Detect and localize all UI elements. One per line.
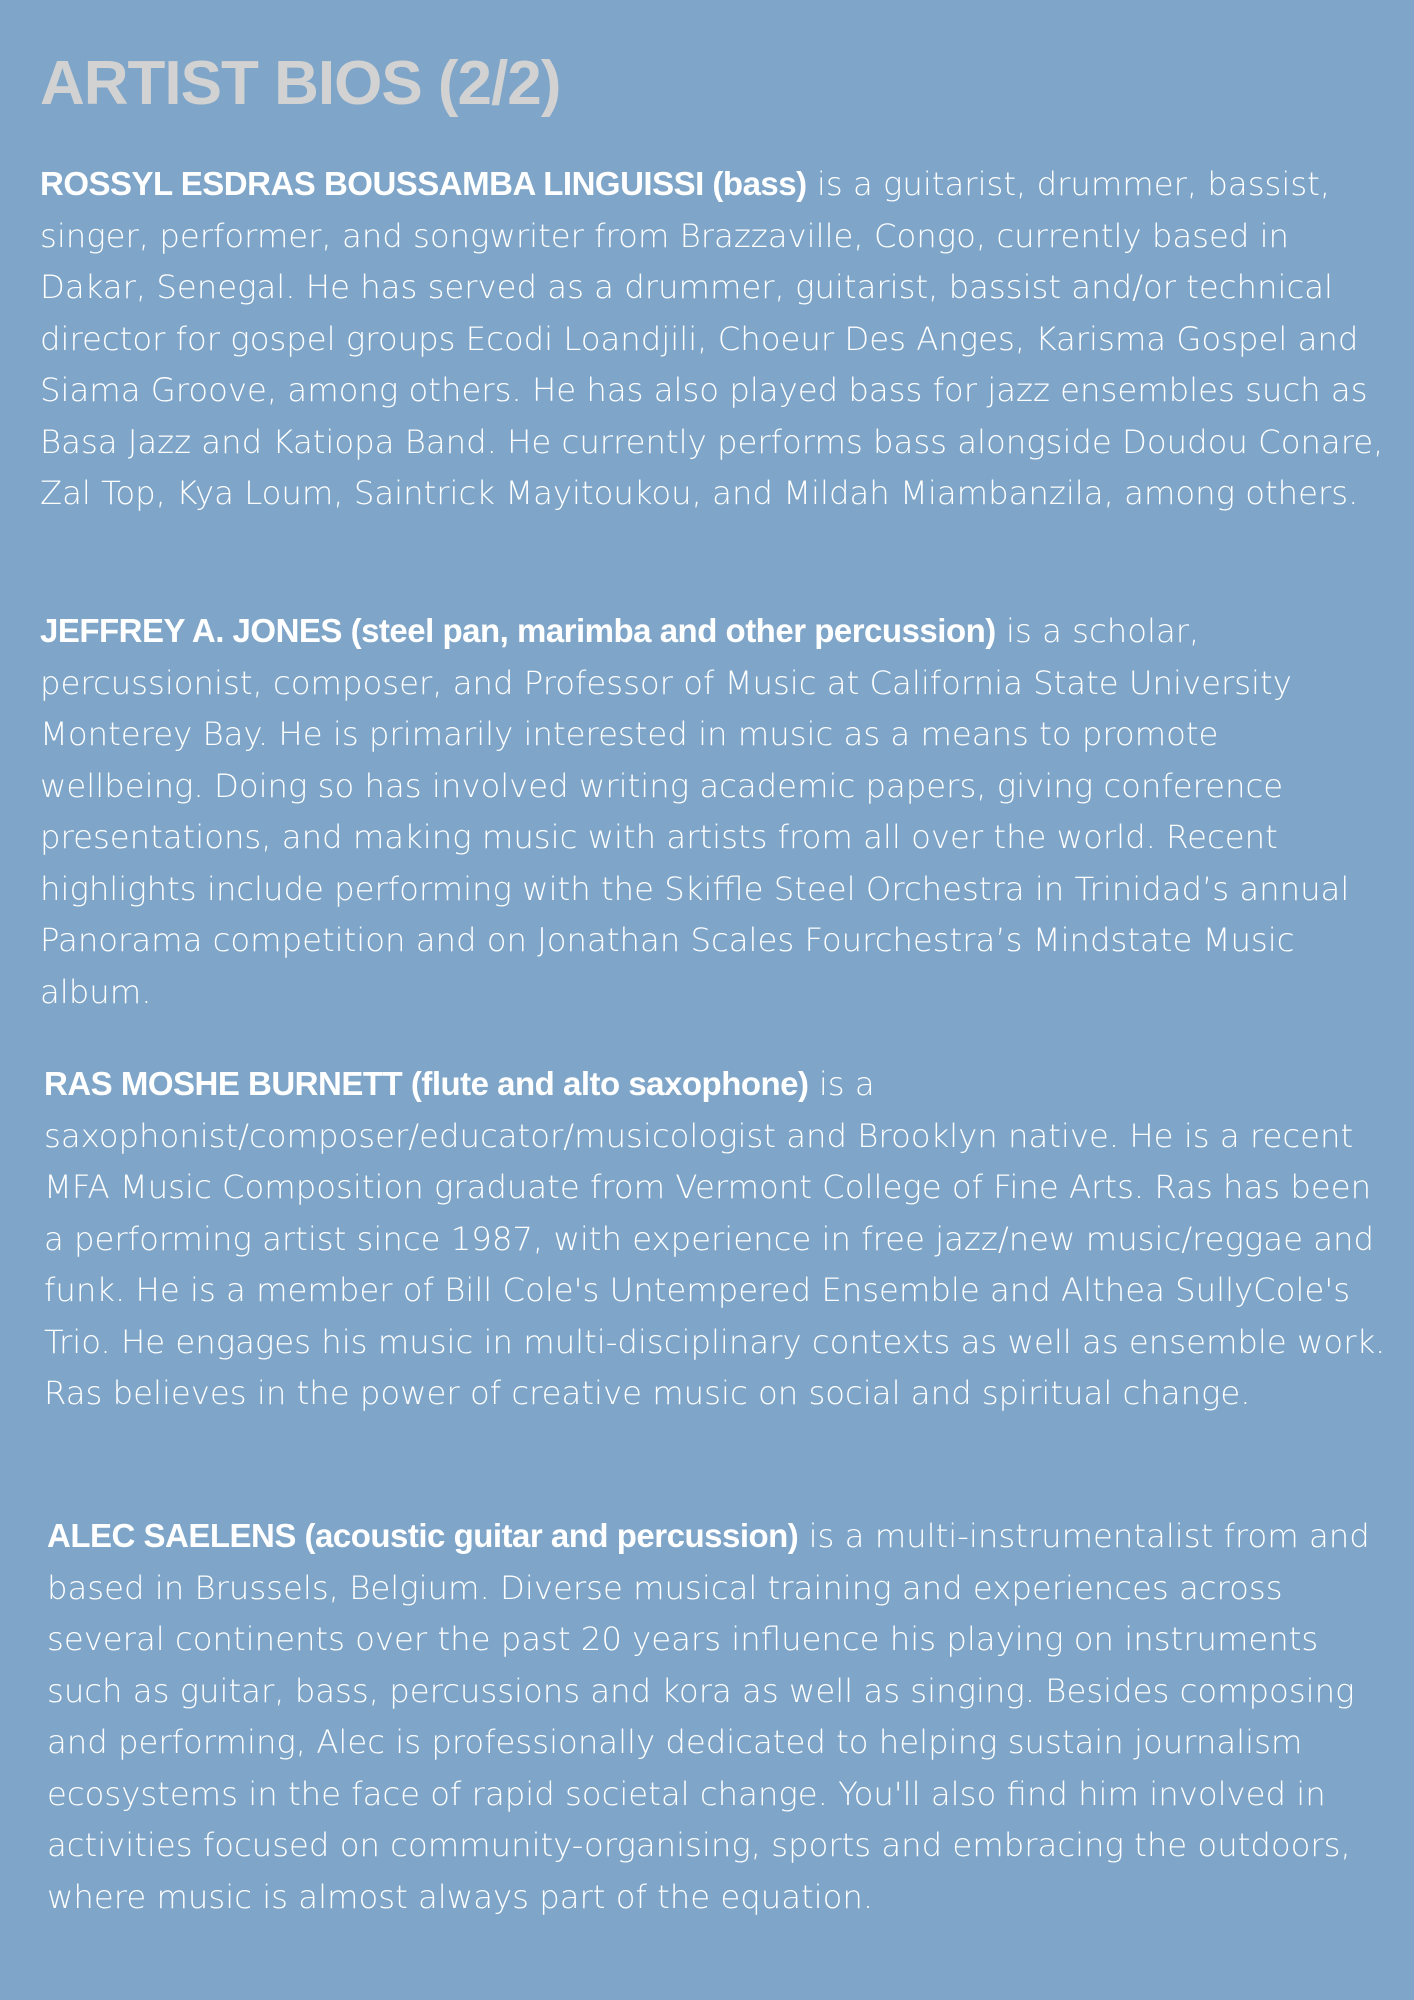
bio-name: RAS MOSHE BURNETT (flute and alto saxophone): [44, 1065, 809, 1102]
bio-alec-saelens: [47, 1510, 1388, 1923]
bio-name: JEFFREY A. JONES (steel pan, marimba and other percussion): [40, 612, 996, 649]
bio-jeffrey-jones: [40, 605, 1388, 1018]
bio-text: is a guitarist, drummer, bassist, singer, performer, and songwriter from Brazzaville, Congo, currently based in Dakar, Senegal. He has served as a drummer, guitarist, bassist and/or technical director for gospel groups Ecodi Loandjili, Choeur Des Anges, Karisma Gospel and Siama Groove, among others. He has also played bass for jazz ensembles such as Basa Jazz and Katiopa Band. He currently performs bass alongside Doudou Conare, Zal Top, Kya Loum, Saintrick Mayitoukou, and Mildah Miambanzila, among others.: [40, 165, 1384, 512]
bio-name: ALEC SAELENS (acoustic guitar and percussion): [47, 1517, 799, 1554]
bio-text: is a multi-instrumentalist from and based in Brussels, Belgium. Diverse musical training and experiences across several continents over the past 20 years influence his playing on instruments such as guitar, bass, percussions and kora as well as singing. Besides composing and performing, Alec is professionally dedicated to helping sustain journalism ecosystems in the face of rapid societal change. You'll also find him involved in activities focused on community-organising, sports and embracing the outdoors, where music is almost always part of the equation.: [47, 1517, 1370, 1916]
page-title: ARTIST BIOS (2/2): [40, 49, 561, 118]
bio-ras-moshe-burnett: [44, 1058, 1388, 1420]
bio-text: is a scholar, percussionist, composer, and Professor of Music at California State University Monterey Bay. He is primarily interested in music as a means to promote wellbeing. Doing so has involved writing academic papers, giving conference presentations, and making music with artists from all over the world. Recent highlights include performing with the Skiffle Steel Orchestra in Trinidad’s annual Panorama competition and on Jonathan Scales Fourchestra’s Mindstate Music album.: [40, 612, 1350, 1011]
bio-text: is a saxophonist/composer/educator/musicologist and Brooklyn native. He is a recent MFA Music Composition graduate from Vermont College of Fine Arts. Ras has been a performing artist since 1987, with experience in free jazz/new music/reggae and funk. He is a member of Bill Cole's Untempered Ensemble and Althea SullyCole's Trio. He engages his music in multi-disciplinary contexts as well as ensemble work. Ras believes in the power of creative music on social and spiritual change.: [44, 1065, 1386, 1412]
bio-rossyl-boussamba-linguissi: [40, 158, 1388, 520]
bio-name: ROSSYL ESDRAS BOUSSAMBA LINGUISSI (bass): [40, 165, 807, 202]
